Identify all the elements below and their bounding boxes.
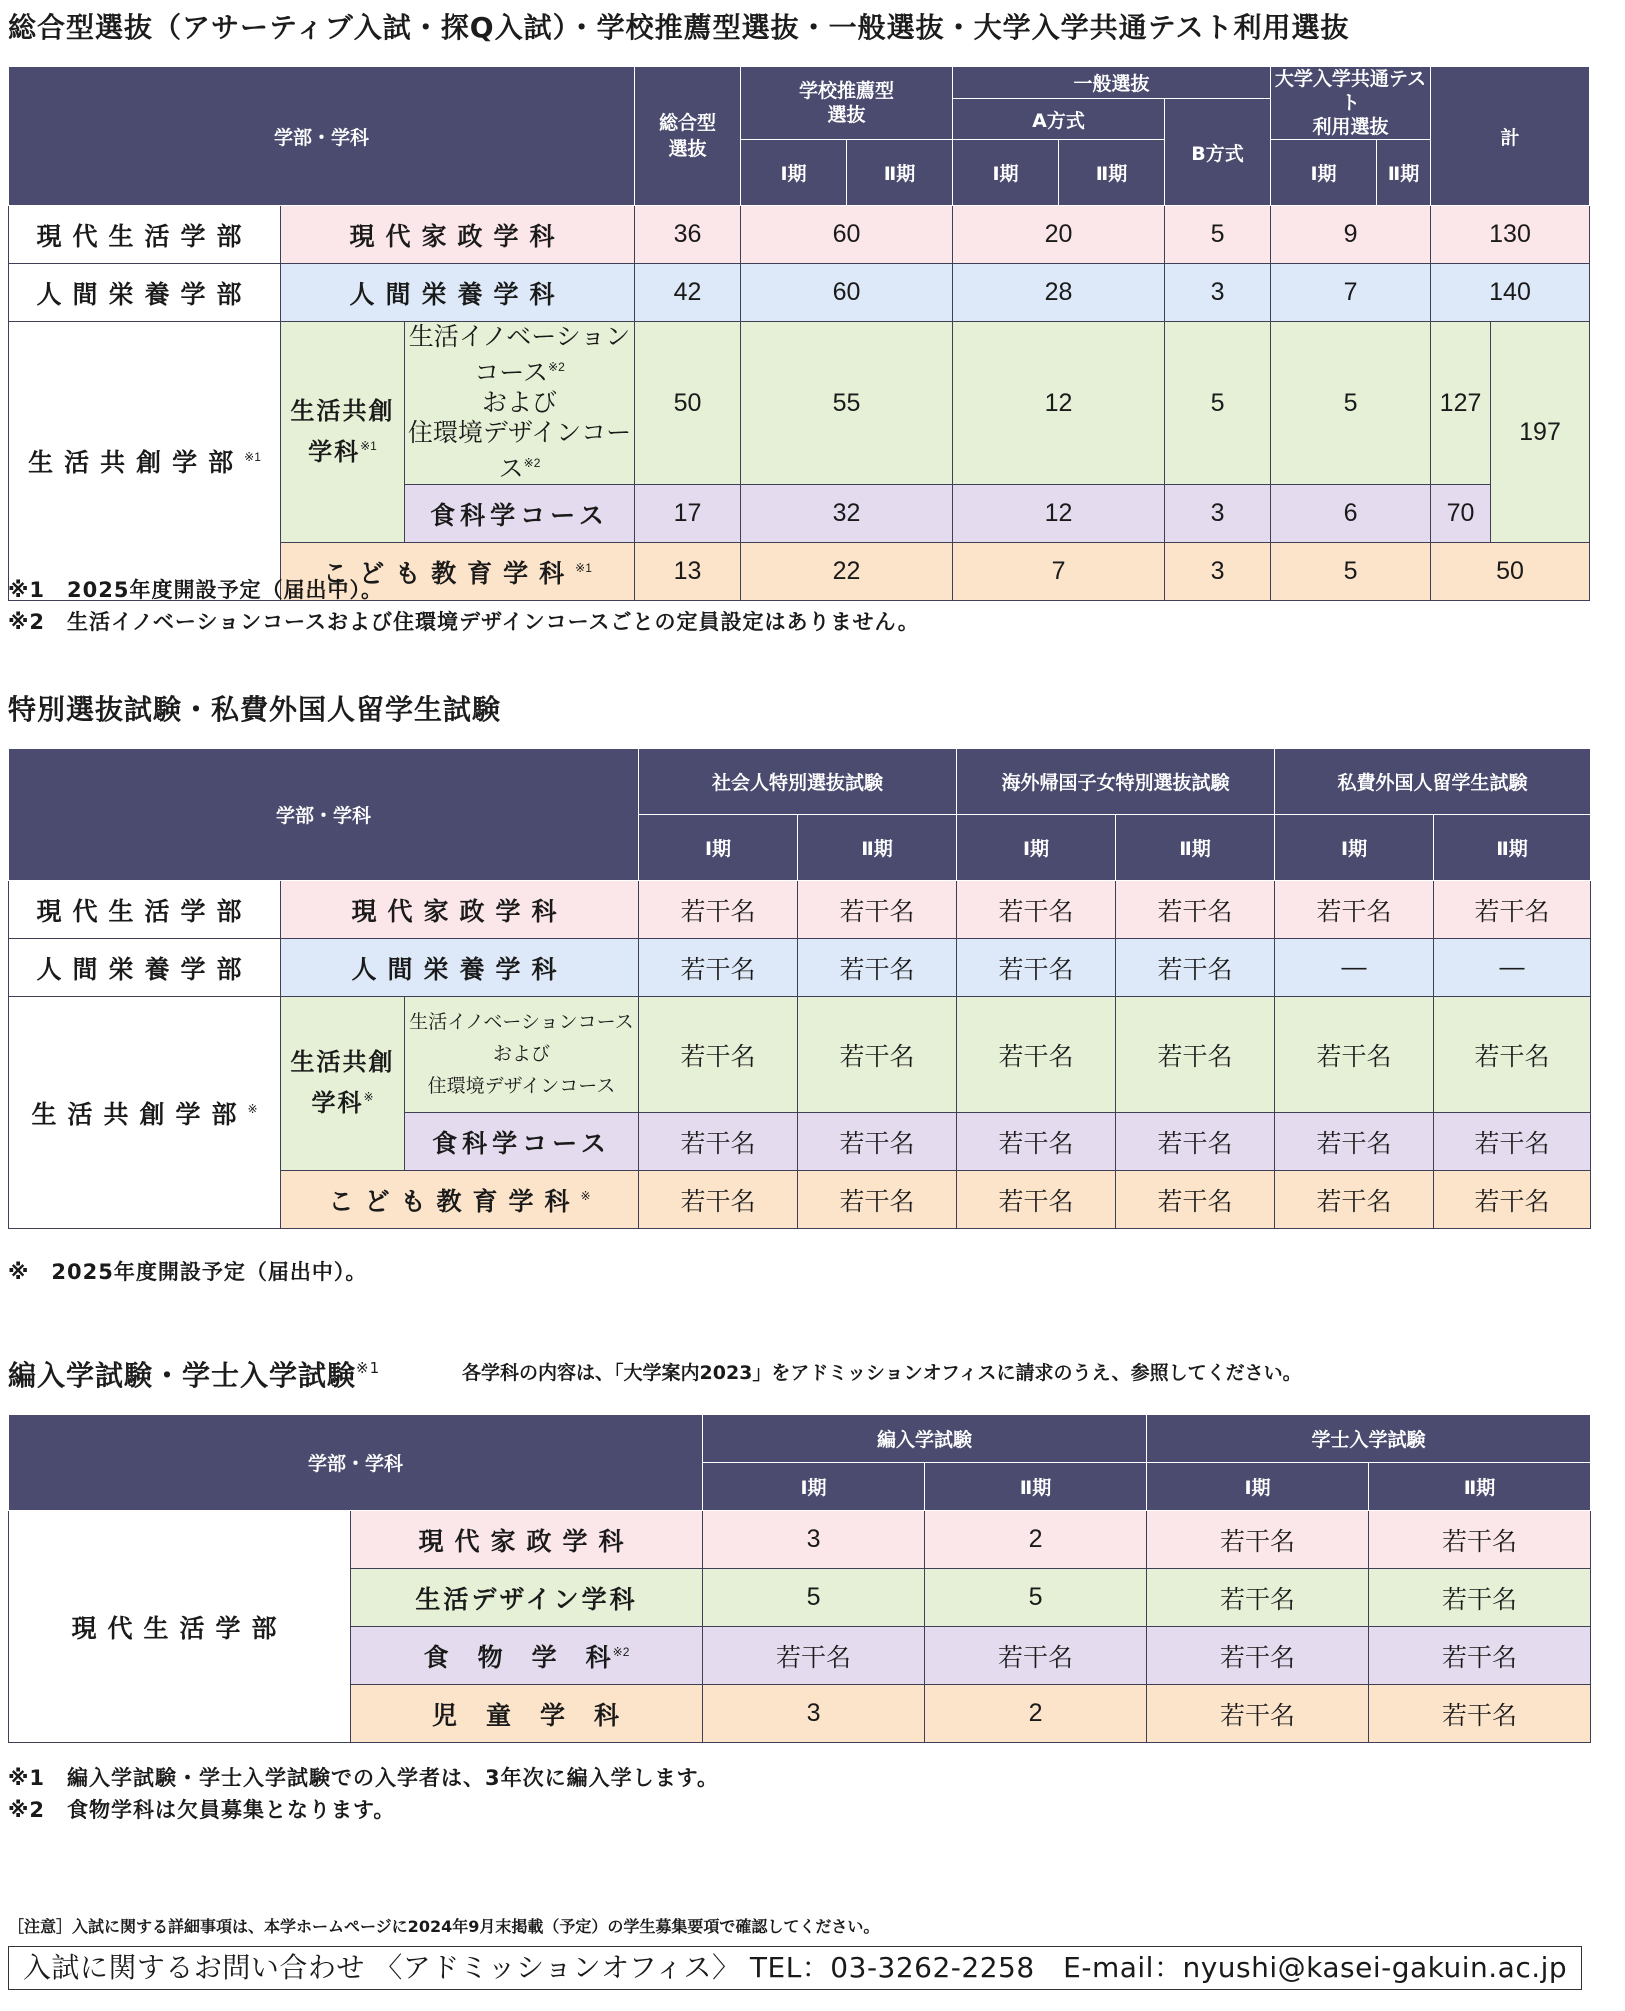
dept-kyoso-label: 生活共創 学科 — [290, 1049, 395, 1117]
cell-total: 127 — [1431, 322, 1491, 485]
cell-total: 70 — [1431, 485, 1491, 543]
cell-value: 3 — [703, 1511, 925, 1569]
table-row — [9, 322, 1590, 485]
faculty-ningen: 人間栄養学部 — [9, 264, 281, 322]
cell-value: 5 — [703, 1569, 925, 1627]
dept-kodomo-label: こども教育学科 — [328, 1187, 581, 1216]
dept-gendai-kasei: 現代家政学科 — [281, 206, 635, 264]
table-row — [9, 206, 1590, 264]
section3-note: 各学科の内容は、「大学案内2023」をアドミッションオフィスに請求のうえ、参照してください。 — [462, 1362, 1302, 1384]
cell-total: 140 — [1431, 264, 1590, 322]
header-kyotsu: 大学入学共通テスト 利用選抜 — [1271, 67, 1431, 140]
section2-title: 特別選抜試験・私費外国人留学生試験 — [8, 693, 502, 726]
header-term2: Ⅱ期 — [925, 1463, 1147, 1511]
dept-ningen-eiyo: 人間栄養学科 — [281, 264, 635, 322]
dept-kyoso — [281, 997, 405, 1171]
cell-value: 若干名 — [957, 997, 1116, 1113]
course-innovation — [405, 997, 639, 1113]
table-row — [9, 881, 1591, 939]
footnote-mark: ※2 — [612, 1644, 630, 1659]
cell-value: 若干名 — [1275, 997, 1434, 1113]
cell-value: 若干名 — [1434, 1171, 1591, 1229]
cell-value: 若干名 — [1116, 997, 1275, 1113]
cell-value: 若干名 — [1434, 997, 1591, 1113]
dept-name — [351, 1569, 703, 1627]
section3-notes — [8, 1762, 719, 1826]
cell-value: 若干名 — [639, 997, 798, 1113]
course-shokukagaku: 食科学コース — [405, 1113, 639, 1171]
course-innovation — [405, 322, 635, 485]
contact-box: 入試に関するお問い合わせ 〈アドミッションオフィス〉 TEL：03-3262-2258 E-mail：nyushi@kasei-gakuin.ac.jp — [8, 1946, 1582, 1990]
header-hennyu: 編入学試験 — [703, 1415, 1147, 1463]
dept-kyoso-label: 生活共創 学科 — [290, 397, 395, 466]
header-a-term2: Ⅱ期 — [1059, 140, 1165, 206]
cell-value: 若干名 — [798, 881, 957, 939]
table-row — [9, 264, 1590, 322]
dept-name — [351, 1685, 703, 1743]
cell-value: 若干名 — [957, 1113, 1116, 1171]
cell-value: 若干名 — [1147, 1685, 1369, 1743]
cell-value: 9 — [1271, 206, 1431, 264]
header-ippan: 一般選抜 — [953, 67, 1271, 99]
section3-title — [8, 1354, 380, 1394]
cell-value: 若干名 — [957, 939, 1116, 997]
admission-table-general — [8, 66, 1590, 601]
faculty-gendai: 現代生活学部 — [9, 881, 281, 939]
cell-value: 若干名 — [1147, 1627, 1369, 1685]
footnote-mark: ※ — [247, 1101, 258, 1116]
header-term1: Ⅰ期 — [1147, 1463, 1369, 1511]
caution-note: ［注意］入試に関する詳細事項は、本学ホームページに2024年9月末掲載（予定）の学生募集要項で確認してください。 — [8, 1917, 880, 1936]
cell-value: 若干名 — [925, 1627, 1147, 1685]
footnote-mark: ※1 — [244, 450, 261, 464]
dept-name — [351, 1511, 703, 1569]
footnote-mark: ※ — [580, 1188, 591, 1203]
table-row — [9, 997, 1591, 1113]
admission-table-transfer — [8, 1414, 1591, 1743]
cell-value: 若干名 — [1369, 1627, 1591, 1685]
header-term1: Ⅰ期 — [703, 1463, 925, 1511]
cell-value: 12 — [953, 322, 1165, 485]
header-dept: 学部・学科 — [9, 749, 639, 881]
header-ryugaku: 私費外国人留学生試験 — [1275, 749, 1591, 815]
note-line: ※ 2025年度開設予定（届出中）。 — [8, 1260, 368, 1284]
header-term2: Ⅱ期 — [798, 815, 957, 881]
note-line: ※1 2025年度開設予定（届出中）。 — [8, 578, 383, 602]
course-line: および — [493, 1043, 551, 1065]
cell-value: ― — [1275, 939, 1434, 997]
table-row — [9, 939, 1591, 997]
cell-value: 2 — [925, 1511, 1147, 1569]
cell-value: 2 — [925, 1685, 1147, 1743]
faculty-kyoso — [9, 322, 281, 601]
faculty-kyoso-label: 生活共創学部 — [31, 1100, 248, 1129]
cell-value: 若干名 — [1434, 1113, 1591, 1171]
cell-total: 50 — [1431, 543, 1590, 601]
cell-value: 若干名 — [1275, 1113, 1434, 1171]
header-sogo: 総合型 選抜 — [635, 67, 741, 206]
header-kyotsu-term2: Ⅱ期 — [1377, 140, 1431, 206]
dept-label: 生活デザイン学科 — [415, 1585, 638, 1614]
cell-value: 42 — [635, 264, 741, 322]
cell-value: 若干名 — [1369, 1511, 1591, 1569]
cell-value: 若干名 — [639, 881, 798, 939]
cell-value: 36 — [635, 206, 741, 264]
footnote-mark: ※2 — [523, 456, 541, 470]
header-term1: Ⅰ期 — [957, 815, 1116, 881]
cell-value: 若干名 — [703, 1627, 925, 1685]
header-dept: 学部・学科 — [9, 67, 635, 206]
admission-table-special — [8, 748, 1591, 1229]
note-line: ※2 食物学科は欠員募集となります。 — [8, 1798, 396, 1822]
header-a-method: A方式 — [953, 99, 1165, 140]
header-suisen-term1: Ⅰ期 — [741, 140, 847, 206]
cell-value: 若干名 — [639, 1113, 798, 1171]
cell-value: 6 — [1271, 485, 1431, 543]
section1-notes — [8, 574, 920, 638]
cell-value: 3 — [703, 1685, 925, 1743]
course-line: 生活イノベーションコース — [409, 1011, 634, 1033]
cell-value: 50 — [635, 322, 741, 485]
cell-value: 3 — [1165, 485, 1271, 543]
cell-value: 3 — [1165, 264, 1271, 322]
course-shokukagaku: 食科学コース — [405, 485, 635, 543]
footnote-mark: ※1 — [356, 1359, 381, 1377]
cell-value: 28 — [953, 264, 1165, 322]
cell-value: 32 — [741, 485, 953, 543]
section1-title: 総合型選抜（アサーティブ入試・探Q入試）・学校推薦型選抜・一般選抜・大学入学共通テスト利用選抜 — [8, 11, 1350, 44]
dept-kodomo — [281, 1171, 639, 1229]
header-term2: Ⅱ期 — [1369, 1463, 1591, 1511]
cell-value: 若干名 — [1275, 1171, 1434, 1229]
dept-gendai-kasei: 現代家政学科 — [281, 881, 639, 939]
cell-value: 若干名 — [1369, 1569, 1591, 1627]
cell-value: 若干名 — [798, 939, 957, 997]
header-term1: Ⅰ期 — [639, 815, 798, 881]
cell-value: 若干名 — [1275, 881, 1434, 939]
faculty-kyoso-label: 生活共創学部 — [28, 449, 245, 477]
cell-value: 5 — [1271, 543, 1431, 601]
cell-value: 若干名 — [798, 997, 957, 1113]
section3-title-text: 編入学試験・学士入学試験 — [8, 1359, 357, 1392]
footnote-mark: ※2 — [548, 360, 565, 374]
footnote-mark: ※ — [363, 1090, 374, 1104]
header-term2: Ⅱ期 — [1434, 815, 1591, 881]
cell-value: 若干名 — [1369, 1685, 1591, 1743]
cell-value: 17 — [635, 485, 741, 543]
course-line: 住環境デザインコース — [427, 1075, 616, 1097]
section2-notes — [8, 1256, 367, 1288]
footnote-mark: ※1 — [360, 438, 377, 453]
header-a-term1: Ⅰ期 — [953, 140, 1059, 206]
cell-value: 22 — [741, 543, 953, 601]
dept-kodomo-label: こども教育学科 — [323, 559, 576, 588]
dept-kyoso — [281, 322, 405, 543]
cell-value: 55 — [741, 322, 953, 485]
faculty-ningen: 人間栄養学部 — [9, 939, 281, 997]
header-gakushi: 学士入学試験 — [1147, 1415, 1591, 1463]
cell-value: ― — [1434, 939, 1591, 997]
course-line: 住環境デザインコース — [407, 419, 632, 483]
dept-label: 食 物 学 科 — [423, 1643, 613, 1672]
dept-label: 児 童 学 科 — [432, 1701, 622, 1730]
footnote-mark: ※1 — [575, 560, 592, 575]
course-line: および — [482, 389, 558, 417]
header-kyotsu-term1: Ⅰ期 — [1271, 140, 1377, 206]
table-row — [9, 1511, 1591, 1569]
cell-value: 若干名 — [1434, 881, 1591, 939]
header-term2: Ⅱ期 — [1116, 815, 1275, 881]
faculty-gendai: 現代生活学部 — [9, 206, 281, 264]
cell-value: 5 — [1165, 322, 1271, 485]
faculty-gendai: 現代生活学部 — [9, 1511, 351, 1743]
cell-value: 若干名 — [957, 881, 1116, 939]
cell-value: 若干名 — [639, 1171, 798, 1229]
dept-label: 現代家政学科 — [418, 1527, 635, 1556]
cell-value: 3 — [1165, 543, 1271, 601]
header-shakaijin: 社会人特別選抜試験 — [639, 749, 957, 815]
header-suisen: 学校推薦型 選抜 — [741, 67, 953, 140]
course-line: 生活イノベーションコース — [408, 323, 631, 387]
header-b-method: B方式 — [1165, 99, 1271, 206]
header-dept: 学部・学科 — [9, 1415, 703, 1511]
cell-value: 若干名 — [957, 1171, 1116, 1229]
header-term1: Ⅰ期 — [1275, 815, 1434, 881]
cell-value: 12 — [953, 485, 1165, 543]
cell-dept-total: 197 — [1491, 322, 1590, 543]
faculty-kyoso — [9, 997, 281, 1229]
cell-value: 若干名 — [1116, 1171, 1275, 1229]
dept-name — [351, 1627, 703, 1685]
header-suisen-term2: Ⅱ期 — [847, 140, 953, 206]
cell-value: 若干名 — [1116, 881, 1275, 939]
cell-total: 130 — [1431, 206, 1590, 264]
dept-ningen-eiyo: 人間栄養学科 — [281, 939, 639, 997]
cell-value: 5 — [925, 1569, 1147, 1627]
header-kaigai: 海外帰国子女特別選抜試験 — [957, 749, 1275, 815]
cell-value: 若干名 — [1147, 1511, 1369, 1569]
cell-value: 60 — [741, 206, 953, 264]
cell-value: 60 — [741, 264, 953, 322]
note-line: ※2 生活イノベーションコースおよび住環境デザインコースごとの定員設定はありません。 — [8, 610, 920, 634]
cell-value: 7 — [1271, 264, 1431, 322]
cell-value: 20 — [953, 206, 1165, 264]
cell-value: 若干名 — [798, 1171, 957, 1229]
cell-value: 5 — [1165, 206, 1271, 264]
cell-value: 若干名 — [639, 939, 798, 997]
cell-value: 若干名 — [798, 1113, 957, 1171]
cell-value: 若干名 — [1116, 939, 1275, 997]
cell-value: 5 — [1271, 322, 1431, 485]
note-line: ※1 編入学試験・学士入学試験での入学者は、3年次に編入学します。 — [8, 1766, 719, 1790]
cell-value: 7 — [953, 543, 1165, 601]
cell-value: 若干名 — [1147, 1569, 1369, 1627]
cell-value: 13 — [635, 543, 741, 601]
cell-value: 若干名 — [1116, 1113, 1275, 1171]
header-total: 計 — [1431, 67, 1590, 206]
